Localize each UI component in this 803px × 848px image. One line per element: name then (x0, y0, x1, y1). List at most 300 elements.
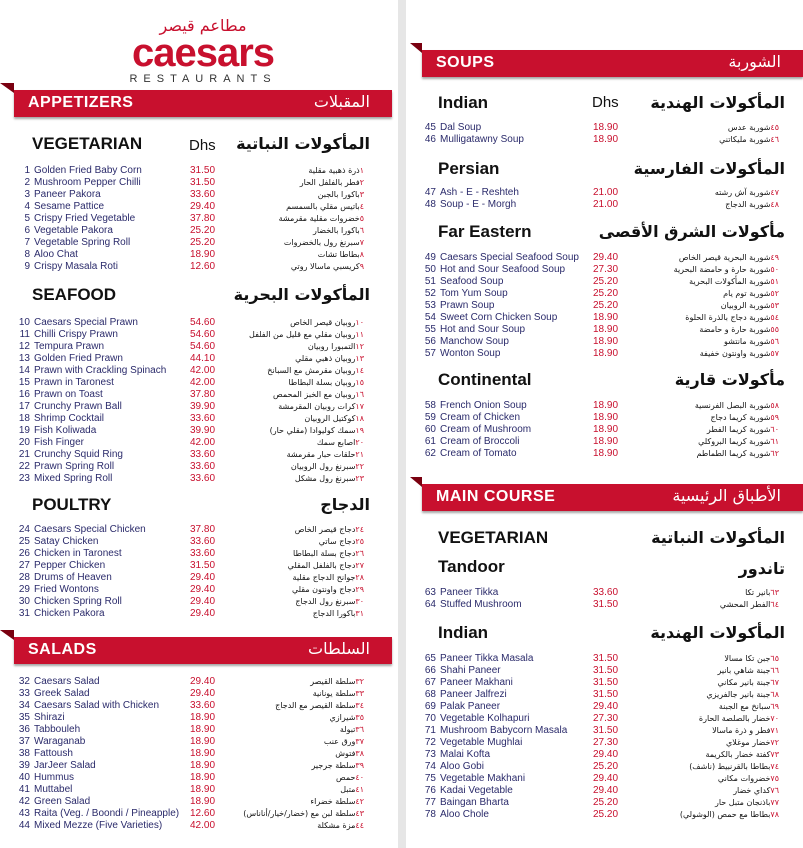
item-number: 27 (18, 560, 30, 571)
item-name-arabic (698, 436, 785, 448)
item-text-arabic: دجاج بالفلفل المقلي (287, 561, 356, 570)
item-text-arabic: بطاطا مع حمص (الوشولي) (679, 810, 771, 819)
item-number: 39 (18, 760, 30, 771)
item-name-arabic (278, 401, 370, 413)
section-poultry (16, 495, 370, 625)
item-text-arabic: بطاطا بالقرنبيط (ناشف) (689, 762, 771, 771)
item-name: Hot and Sour Soup (440, 324, 526, 335)
item-number: 55 (424, 324, 436, 335)
menu-item (422, 252, 785, 264)
menu-item (16, 341, 370, 353)
item-number-arabic: ١٢ (355, 342, 364, 351)
item-number-arabic: ١٧ (355, 402, 364, 411)
item-price: 18.90 (593, 424, 619, 435)
item-number: 37 (18, 736, 30, 747)
item-name: Vegetable Kolhapuri (440, 713, 530, 724)
item-price: 33.60 (190, 473, 216, 484)
item-name-arabic (674, 264, 785, 276)
menu-item (16, 377, 370, 389)
item-text-arabic: روبيان قيصر الخاص (290, 318, 356, 327)
item-name-arabic (324, 736, 370, 748)
item-number: 38 (18, 748, 30, 759)
item-number-arabic: ١٦ (355, 390, 364, 399)
item-number: 74 (424, 761, 436, 772)
item-name-arabic (340, 784, 370, 796)
menu-item (422, 300, 785, 312)
item-number-arabic: ١٩ (355, 426, 364, 435)
item-name: Mulligatawny Soup (440, 134, 524, 145)
item-text-arabic: سبرنغ رول بالخضروات (283, 238, 360, 247)
item-text-arabic: بطاطا تشات (317, 250, 360, 259)
item-number-arabic: ٥٠ (770, 265, 779, 274)
item-name-arabic (295, 524, 370, 536)
item-number: 70 (424, 713, 436, 724)
item-name: Fattoush (34, 748, 73, 759)
section-title-en: POULTRY (32, 495, 112, 514)
item-name: Cream of Mushroom (440, 424, 532, 435)
item-name-arabic (293, 572, 370, 584)
item-name: Seafood Soup (440, 276, 504, 287)
item-name-arabic (292, 584, 370, 596)
menu-item (16, 401, 370, 413)
item-price: 29.40 (190, 608, 216, 619)
item-name: Raita (Veg. / Boondi / Pineapple) (34, 808, 180, 819)
item-text-arabic: شوربة حارة و حامضة (699, 325, 771, 334)
item-number: 64 (424, 599, 436, 610)
section-title-ar: المأكولات الفارسية (633, 159, 785, 178)
item-number: 61 (424, 436, 436, 447)
section-title-en: Continental (438, 370, 532, 389)
item-number-arabic: ٤٤ (355, 821, 364, 830)
item-text-arabic: فتوش (335, 749, 356, 758)
item-price: 18.90 (190, 712, 216, 723)
item-text-arabic: شوربة البحرية قيصر الخاص (678, 253, 771, 262)
menu-item (422, 276, 785, 288)
item-text-arabic: خضروات مقلية مقرمشة (278, 214, 360, 223)
menu-item (16, 748, 370, 760)
item-number-arabic: ٦٤ (770, 600, 779, 609)
item-name: Crunchy Prawn Ball (34, 401, 122, 412)
item-text-arabic: شوربة واونتون خفيفة (699, 349, 771, 358)
item-number: 77 (424, 797, 436, 808)
item-number-arabic: ٩ (359, 262, 364, 271)
item-number-arabic: ٤٩ (770, 253, 779, 262)
item-price: 31.50 (593, 689, 619, 700)
item-price: 31.50 (593, 665, 619, 676)
menu-item (422, 713, 785, 725)
item-name: Baingan Bharta (440, 797, 509, 808)
item-text-arabic: باكورا الدجاج (312, 609, 356, 618)
item-name-arabic (318, 249, 370, 261)
item-number: 67 (424, 677, 436, 688)
menu-item (16, 461, 370, 473)
item-name-arabic (699, 324, 785, 336)
item-text-arabic: مزة مشكلة (317, 821, 356, 830)
item-price: 18.90 (190, 760, 216, 771)
section-title-en: Indian (438, 93, 489, 112)
menu-item (422, 199, 785, 211)
item-text-arabic: جبن تكا مسالا (724, 654, 771, 663)
item-name-arabic (288, 560, 370, 572)
item-price: 18.90 (593, 134, 619, 145)
item-text-arabic: شوربة كريما الطماطم (696, 449, 771, 458)
item-price: 33.60 (190, 449, 216, 460)
menu-item (16, 473, 370, 485)
item-price: 12.60 (190, 808, 216, 819)
item-number: 73 (424, 749, 436, 760)
section-title-en: Persian (438, 159, 500, 178)
item-number: 65 (424, 653, 436, 664)
item-name: Greek Salad (34, 688, 90, 699)
item-text-arabic: شوربة آش رشته (714, 188, 771, 197)
item-text-arabic: شوربة كريما البروكلي (698, 437, 771, 446)
item-price: 18.90 (593, 400, 619, 411)
item-price: 37.80 (190, 213, 216, 224)
caesars-logo (118, 18, 288, 85)
item-text-arabic: باذنجان متبل حار (714, 798, 771, 807)
item-price: 25.20 (190, 237, 216, 248)
banner-title-en: SALADS (28, 641, 97, 658)
menu-item (16, 389, 370, 401)
section-title-en: VEGETARIAN (438, 528, 549, 547)
item-name-arabic (270, 425, 370, 437)
item-number-arabic: ٤٥ (770, 123, 779, 132)
item-name: Prawn in Taronest (34, 377, 114, 388)
section-title-ar: المأكولات الهندية (650, 623, 785, 642)
item-name: Chicken Spring Roll (34, 596, 122, 607)
item-text-arabic: ورق عنب (323, 737, 356, 746)
menu-item (16, 676, 370, 688)
section-seafood (16, 285, 370, 485)
item-price: 21.00 (593, 187, 619, 198)
item-number: 76 (424, 785, 436, 796)
section-title-ar: المأكولات النباتية (236, 134, 370, 153)
item-number-arabic: ٦٥ (770, 654, 779, 663)
menu-item (422, 288, 785, 300)
item-price: 18.90 (593, 448, 619, 459)
item-name: Mixed Mezze (Five Varieties) (34, 820, 163, 831)
item-name: Tom Yum Soup (440, 288, 508, 299)
item-name-arabic (689, 276, 785, 288)
main-course-banner (410, 477, 803, 511)
item-name: Vegetable Spring Roll (34, 237, 131, 248)
item-name: Crispy Masala Roti (34, 261, 118, 272)
item-name: Caesars Salad with Chicken (34, 700, 160, 711)
item-name: Mixed Spring Roll (34, 473, 113, 484)
menu-item (16, 700, 370, 712)
item-text-arabic: سبرنغ رول الدجاج (295, 597, 356, 606)
item-number-arabic: ٢ (359, 178, 364, 187)
item-name: Chicken Pakora (34, 608, 105, 619)
item-number: 72 (424, 737, 436, 748)
item-name-arabic (700, 348, 785, 360)
item-number: 63 (424, 587, 436, 598)
item-name-arabic (724, 653, 785, 665)
item-number: 19 (18, 425, 30, 436)
menu-item (422, 677, 785, 689)
item-price: 54.60 (190, 317, 216, 328)
item-name: Caesars Special Chicken (34, 524, 146, 535)
section-title-ar: مأكولات الشرق الأقصى (598, 222, 785, 241)
item-text-arabic: شوربة الدجاج (725, 200, 771, 209)
item-name: Cream of Tomato (440, 448, 517, 459)
item-name: Paneer Tikka Masala (440, 653, 534, 664)
item-price: 29.40 (190, 584, 216, 595)
item-price: 31.50 (593, 653, 619, 664)
item-name-arabic (726, 737, 785, 749)
item-price: 37.80 (190, 524, 216, 535)
item-name: French Onion Soup (440, 400, 527, 411)
item-name-arabic (336, 772, 370, 784)
menu-item (422, 773, 785, 785)
menu-item (422, 336, 785, 348)
item-name-arabic (680, 809, 785, 821)
item-number-arabic: ٥٥ (770, 325, 779, 334)
item-number-arabic: ٧٤ (770, 762, 779, 771)
item-number: 78 (424, 809, 436, 820)
menu-item (422, 400, 785, 412)
menu-item (16, 225, 370, 237)
item-price: 33.60 (190, 548, 216, 559)
item-price: 29.40 (593, 252, 619, 263)
section-tandoor (422, 557, 785, 613)
item-name-arabic (275, 700, 370, 712)
item-text-arabic: سمك كوليوادا (مقلي حار) (269, 426, 356, 435)
item-text-arabic: جبنة بانير مكاني (717, 678, 771, 687)
item-text-arabic: كداي خضار (733, 786, 771, 795)
item-name: Prawn on Toast (34, 389, 103, 400)
item-name: Prawn Spring Roll (34, 461, 115, 472)
item-name: Aloo Chat (34, 249, 78, 260)
menu-item (422, 134, 785, 146)
item-number: 68 (424, 689, 436, 700)
item-price: 31.50 (190, 177, 216, 188)
item-name: Wonton Soup (440, 348, 501, 359)
item-price: 42.00 (190, 437, 216, 448)
item-name: Kadai Vegetable (440, 785, 513, 796)
item-name: Satay Chicken (34, 536, 99, 547)
item-number-arabic: ٣٣ (355, 689, 364, 698)
item-name-arabic (313, 608, 370, 620)
item-name: Caesars Special Prawn (34, 317, 138, 328)
item-name-arabic (310, 796, 370, 808)
menu-item (16, 724, 370, 736)
menu-page-right (406, 0, 803, 848)
item-name: Shirazi (34, 712, 65, 723)
item-number: 13 (18, 353, 30, 364)
item-price: 25.20 (190, 225, 216, 236)
currency-label: Dhs (189, 137, 216, 154)
item-price: 29.40 (190, 596, 216, 607)
item-name-arabic (718, 665, 786, 677)
item-number: 56 (424, 336, 436, 347)
item-price: 18.90 (190, 748, 216, 759)
section-main-vegetarian (422, 528, 785, 552)
item-name: Cream of Chicken (440, 412, 521, 423)
section-title-en: SEAFOOD (32, 285, 117, 304)
item-text-arabic: روبيان بسلة البطاطا (288, 378, 356, 387)
menu-item (16, 796, 370, 808)
item-price: 18.90 (593, 122, 619, 133)
item-text-arabic: دجاج ساتي (318, 537, 356, 546)
menu-item (16, 772, 370, 784)
item-number-arabic: ٢٩ (355, 585, 364, 594)
menu-item (16, 261, 370, 273)
item-number: 46 (424, 134, 436, 145)
item-number-arabic: ١٣ (355, 354, 364, 363)
item-text-arabic: باكورا بالجبن (317, 190, 360, 199)
item-number: 42 (18, 796, 30, 807)
item-number: 52 (424, 288, 436, 299)
item-name: Cream of Broccoli (440, 436, 520, 447)
item-number-arabic: ٢١ (355, 450, 364, 459)
item-number: 22 (18, 461, 30, 472)
item-price: 31.50 (593, 599, 619, 610)
item-number: 62 (424, 448, 436, 459)
section-title-ar: تاندور (738, 559, 785, 578)
appetizers-banner (0, 83, 398, 117)
item-name: Shahi Paneer (440, 665, 501, 676)
logo-arabic: مطاعم قيصر (159, 16, 247, 35)
item-name-arabic (291, 461, 370, 473)
item-name: Fish Koliwada (34, 425, 97, 436)
item-text-arabic: روبيان ذهبي مقلي (295, 354, 356, 363)
item-name-arabic (288, 377, 370, 389)
menu-item (16, 177, 370, 189)
item-text-arabic: باتيس مقلي بالسمسم (286, 202, 360, 211)
item-number: 26 (18, 548, 30, 559)
item-name: Crunchy Squid Ring (34, 449, 123, 460)
item-name: Paneer Makhani (440, 677, 513, 688)
item-number: 75 (424, 773, 436, 784)
item-text-arabic: سلطة القيصر مع الدجاج (275, 701, 356, 710)
item-name: Chicken in Taronest (34, 548, 122, 559)
item-name: Sesame Pattice (34, 201, 105, 212)
item-name: Vegetable Pakora (34, 225, 113, 236)
menu-item (422, 412, 785, 424)
item-number: 45 (424, 122, 436, 133)
item-name-arabic (340, 724, 370, 736)
item-number-arabic: ٢٠ (355, 438, 364, 447)
item-name-arabic (710, 412, 785, 424)
item-number: 11 (19, 329, 30, 340)
item-name-arabic (697, 448, 785, 460)
item-price: 42.00 (190, 377, 216, 388)
item-number-arabic: ٤٨ (770, 200, 779, 209)
section-persian (422, 159, 785, 215)
item-name-arabic (712, 725, 785, 737)
section-title-en: Tandoor (438, 557, 505, 576)
item-name-arabic (724, 336, 785, 348)
item-name: Golden Fried Prawn (34, 353, 123, 364)
item-price: 18.90 (190, 796, 216, 807)
section-title-ar: الدجاج (320, 495, 370, 514)
item-number-arabic: ٤ (359, 202, 364, 211)
item-price: 25.20 (593, 761, 619, 772)
item-text-arabic: اصابع سمك (316, 438, 356, 447)
item-price: 33.60 (190, 700, 216, 711)
item-name-arabic (715, 187, 785, 199)
item-text-arabic: التمبورا روبيان (307, 342, 356, 351)
menu-item (16, 596, 370, 608)
item-price: 29.40 (190, 676, 216, 687)
item-name: Sweet Corn Chicken Soup (440, 312, 558, 323)
item-number-arabic: ١١ (355, 330, 364, 339)
item-price: 18.90 (190, 784, 216, 795)
item-text-arabic: سبانخ مع الجبنة (718, 702, 771, 711)
item-text-arabic: روبيان مقرمش مع السبانخ (267, 366, 356, 375)
section-indian-main (422, 623, 785, 823)
item-name: Ash - E - Reshteh (440, 187, 519, 198)
item-number: 35 (18, 712, 30, 723)
section-title-ar: مأكولات قارية (674, 370, 785, 389)
item-name-arabic (330, 712, 370, 724)
item-price: 29.40 (593, 773, 619, 784)
item-price: 33.60 (190, 461, 216, 472)
item-text-arabic: شوربة مليكاتني (719, 135, 771, 144)
item-price: 33.60 (190, 536, 216, 547)
item-price: 18.90 (593, 436, 619, 447)
item-name-arabic (295, 473, 370, 485)
item-text-arabic: ذرة ذهبية مقلية (308, 166, 360, 175)
item-name-arabic (310, 676, 370, 688)
item-name-arabic (313, 688, 370, 700)
item-name: Hot and Sour Seafood Soup (440, 264, 566, 275)
section-title-ar: المأكولات البحرية (233, 285, 370, 304)
item-number-arabic: ٧٥ (770, 774, 779, 783)
item-text-arabic: خضار موغلاي (726, 738, 771, 747)
item-price: 27.30 (593, 713, 619, 724)
item-name: Green Salad (34, 796, 91, 807)
item-name-arabic (715, 797, 785, 809)
item-text-arabic: سلطة لبن مع (خضار/خيار/أناناس) (243, 809, 356, 818)
menu-page-left (0, 0, 398, 848)
item-number-arabic: ٣٩ (355, 761, 364, 770)
item-name: Fish Finger (34, 437, 85, 448)
item-number-arabic: ١٤ (355, 366, 364, 375)
section-title-ar: المأكولات الهندية (650, 93, 785, 112)
menu-item (16, 237, 370, 249)
item-name: Aloo Gobi (440, 761, 484, 772)
menu-item (16, 329, 370, 341)
logo-subtitle: RESTAURANTS (129, 73, 277, 85)
item-number: 1 (24, 165, 30, 176)
item-price: 42.00 (190, 365, 216, 376)
item-text-arabic: شوربة دجاج بالذرة الحلوة (685, 313, 771, 322)
item-number-arabic: ٢٨ (355, 573, 364, 582)
menu-item (16, 608, 370, 620)
menu-item (16, 688, 370, 700)
item-price: 31.50 (190, 560, 216, 571)
menu-item (422, 761, 785, 773)
item-name-arabic (319, 536, 370, 548)
item-name-arabic (312, 760, 370, 772)
item-price: 27.30 (593, 264, 619, 275)
item-text-arabic: باكورا بالخضار (312, 226, 360, 235)
item-number: 15 (18, 377, 30, 388)
item-name: Prawn with Crackling Spinach (34, 365, 167, 376)
menu-item (422, 725, 785, 737)
item-number: 47 (424, 187, 436, 198)
item-number-arabic: ٦٣ (770, 588, 779, 597)
menu-item (422, 436, 785, 448)
item-name-arabic (725, 199, 785, 211)
item-name-arabic (291, 261, 370, 273)
item-number: 30 (18, 596, 30, 607)
item-number-arabic: ٦٦ (770, 666, 779, 675)
item-number: 51 (424, 276, 436, 287)
menu-item (422, 797, 785, 809)
